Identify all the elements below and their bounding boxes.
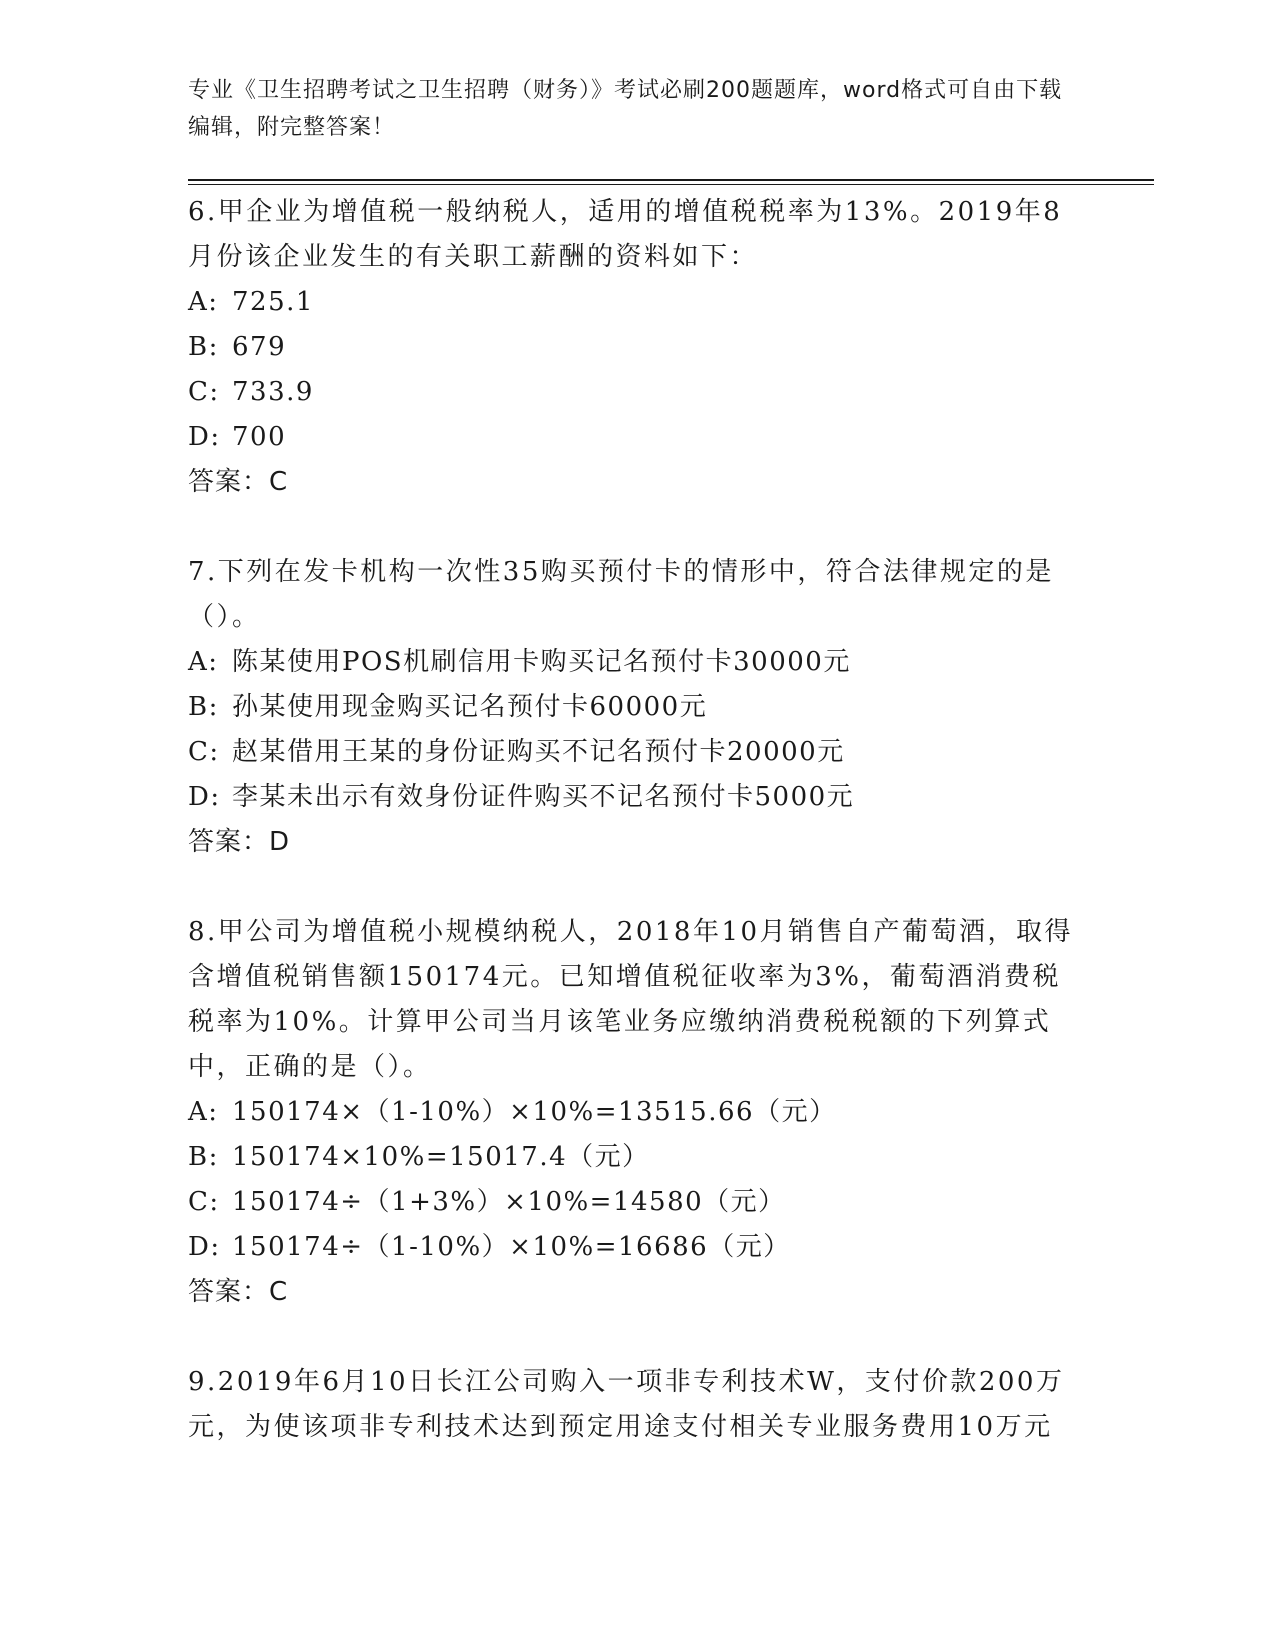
option-key: C: [188,1187,220,1217]
option-text: 150174÷（1+3%）×10%=14580（元） [232,1187,786,1217]
option-d [188,775,1088,820]
option-key: A: [188,1097,219,1127]
option-d [188,1225,1088,1270]
header-divider-thick [188,179,1154,181]
option-text: 700 [232,422,287,452]
answer-line: 答案：C [188,467,289,497]
question-stem: 8.甲公司为增值税小规模纳税人，2018年10月销售自产葡萄酒，取得含增值税销售额150174元。已知增值税征收率为3%，葡萄酒消费税税率为10%。计算甲公司当月该笔业务应缴纳消费税税额的下列算式中，正确的是（）。 [188,917,1074,1082]
question-list [188,190,1088,1495]
option-text: 孙某使用现金购买记名预付卡60000元 [232,692,708,722]
option-c [188,1180,1088,1225]
option-key: C: [188,737,220,767]
option-key: D: [188,422,221,452]
question-6 [188,190,1088,505]
question-stem: 6.甲企业为增值税一般纳税人，适用的增值税税率为13%。2019年8月份该企业发生的有关职工薪酬的资料如下： [188,197,1063,272]
header-text: 专业《卫生招聘考试之卫生招聘（财务）》考试必刷200题题库，word格式可自由下载编辑，附完整答案！ [188,78,1063,140]
document-header [188,72,1068,146]
option-text: 赵某借用王某的身份证购买不记名预付卡20000元 [232,737,845,767]
option-text: 150174×（1-10%）×10%=13515.66（元） [232,1097,837,1127]
header-divider-thin [188,184,1154,185]
option-text: 150174÷（1-10%）×10%=16686（元） [232,1232,791,1262]
option-text: 733.9 [232,377,314,407]
question-stem: 7.下列在发卡机构一次性35购买预付卡的情形中，符合法律规定的是（）。 [188,557,1054,632]
question-9 [188,1360,1088,1450]
option-text: 陈某使用POS机刷信用卡购买记名预付卡30000元 [232,647,851,677]
option-b [188,1135,1088,1180]
option-text: 679 [232,332,287,362]
option-key: B: [188,1142,219,1172]
option-b [188,325,1088,370]
option-d [188,415,1088,460]
option-b [188,685,1088,730]
answer-line: 答案：C [188,1277,289,1307]
answer-line: 答案：D [188,827,291,857]
option-c [188,730,1088,775]
option-a [188,280,1088,325]
option-key: B: [188,332,219,362]
option-c [188,370,1088,415]
question-stem: 9.2019年6月10日长江公司购入一项非专利技术W，支付价款200万元，为使该项非专利技术达到预定用途支付相关专业服务费用10万元 [188,1367,1065,1442]
option-key: A: [188,287,219,317]
option-key: C: [188,377,220,407]
question-7 [188,550,1088,865]
option-key: D: [188,782,221,812]
option-key: A: [188,647,219,677]
option-text: 150174×10%=15017.4（元） [232,1142,650,1172]
option-a [188,640,1088,685]
option-text: 李某未出示有效身份证件购买不记名预付卡5000元 [232,782,855,812]
option-key: D: [188,1232,221,1262]
option-text: 725.1 [232,287,314,317]
option-key: B: [188,692,219,722]
option-a [188,1090,1088,1135]
question-8 [188,910,1088,1315]
